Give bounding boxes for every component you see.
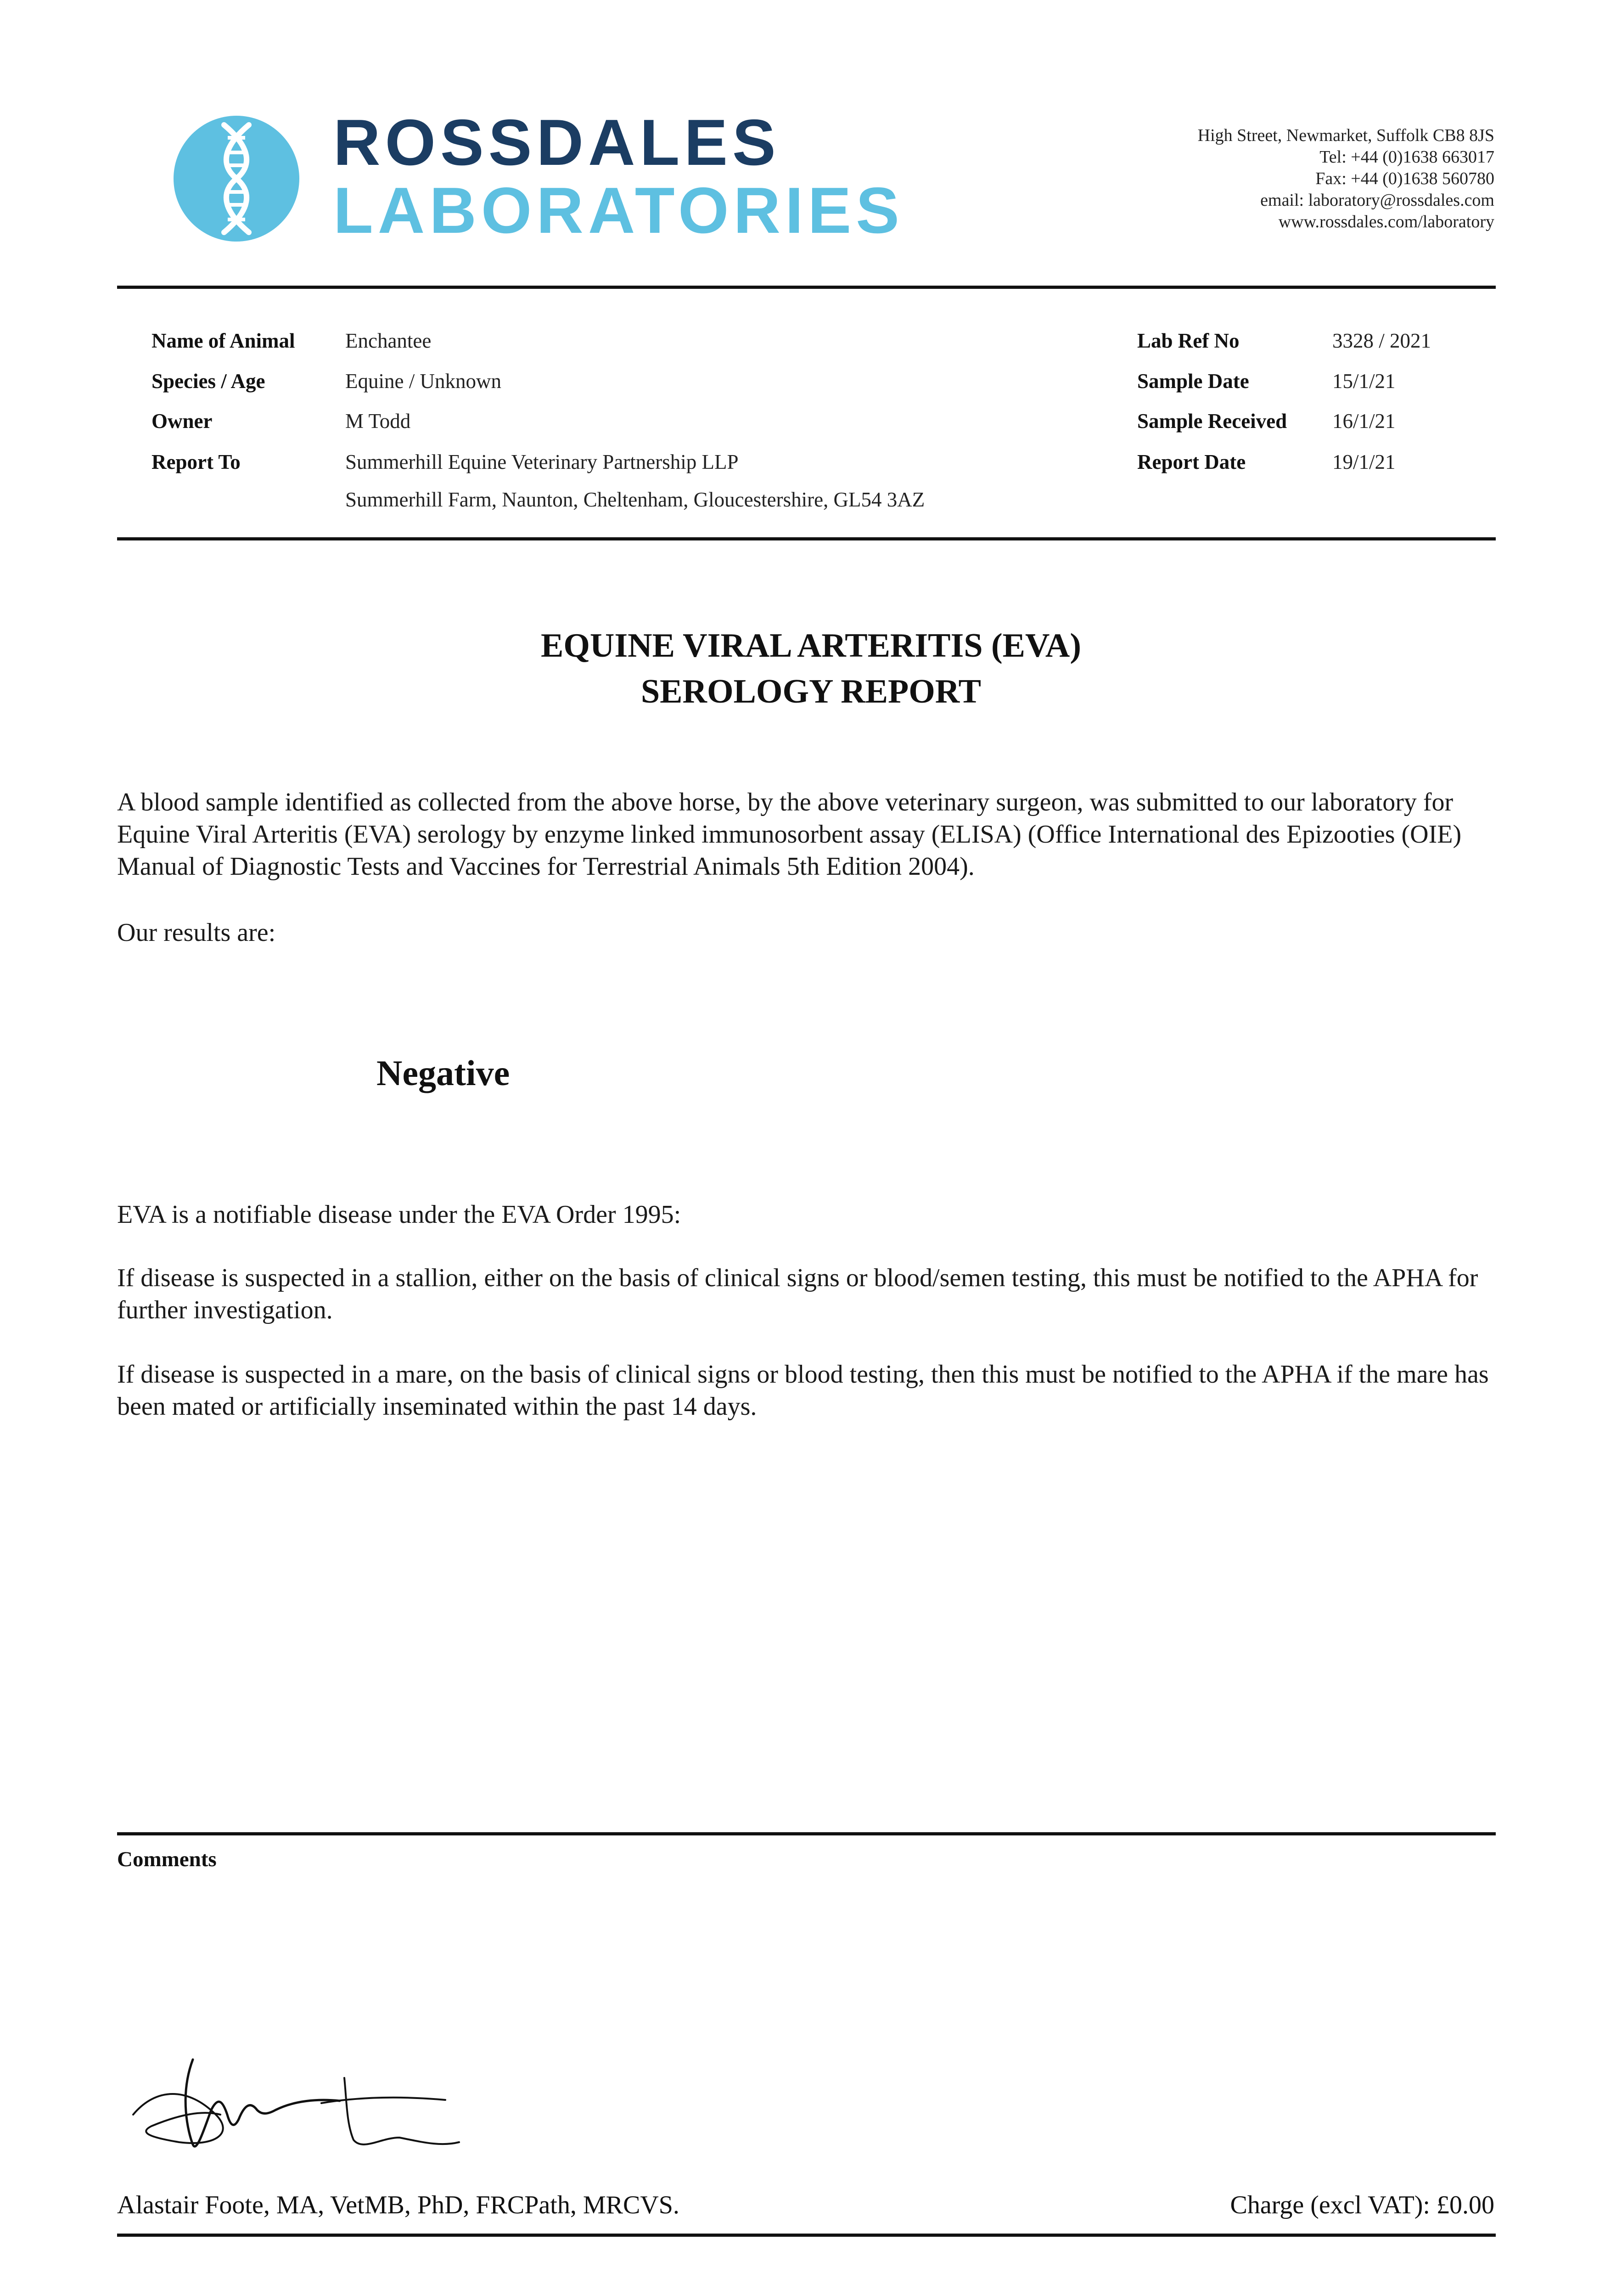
stallion-paragraph [117, 1262, 1499, 1326]
species-age-value: Equine / Unknown [345, 370, 501, 393]
owner-value: M Todd [345, 410, 411, 433]
results-intro-text: Our results are: [117, 918, 276, 947]
report-to-value: Summerhill Equine Veterinary Partnership LLP [345, 450, 739, 473]
sample-date-value: 15/1/21 [1332, 370, 1396, 393]
notifiable-paragraph [117, 1199, 1499, 1231]
info-divider [117, 537, 1496, 540]
report-date-label: Report Date [1137, 450, 1246, 473]
comments-label: Comments [117, 1847, 217, 1871]
header-divider [117, 286, 1496, 289]
logo-wordmark-laboratories: LABORATORIES [333, 174, 904, 247]
sample-received-label: Sample Received [1137, 410, 1287, 433]
logo-wordmark-rossdales: ROSSDALES [333, 106, 780, 179]
notifiable-text: EVA is a notifiable disease under the EVA Order 1995: [117, 1200, 681, 1229]
test-result: Negative [376, 1053, 510, 1093]
owner-label: Owner [152, 410, 213, 433]
address-email: email: laboratory@rossdales.com [1260, 191, 1494, 210]
intro-paragraph [117, 786, 1499, 883]
lab-address [1198, 125, 1494, 233]
signature-image [124, 2046, 473, 2156]
mare-paragraph [117, 1358, 1499, 1423]
report-to-address: Summerhill Farm, Naunton, Cheltenham, Gloucestershire, GL54 3AZ [345, 488, 925, 511]
address-tel: Tel: +44 (0)1638 663017 [1319, 147, 1494, 167]
signatory-name: Alastair Foote, MA, VetMB, PhD, FRCPath, MRCVS. [117, 2191, 679, 2219]
sample-date-label: Sample Date [1137, 370, 1249, 393]
report-date-value: 19/1/21 [1332, 450, 1396, 473]
report-title [0, 623, 1622, 715]
mare-text: If disease is suspected in a mare, on the basis of clinical signs or blood testing, then this must be notified to the APHA if the mare has been mated or artificially inseminated within the past 14 days. [117, 1360, 1489, 1421]
report-title-line2: SEROLOGY REPORT [641, 673, 981, 710]
report-to-label: Report To [152, 450, 241, 473]
lab-ref-value: 3328 / 2021 [1332, 329, 1431, 352]
lab-ref-label: Lab Ref No [1137, 329, 1240, 352]
name-of-animal-value: Enchantee [345, 329, 432, 352]
address-website: www.rossdales.com/laboratory [1278, 212, 1494, 231]
dna-helix-icon [174, 116, 299, 242]
stallion-text: If disease is suspected in a stallion, either on the basis of clinical signs or blood/semen testing, this must be notified to the APHA for further investigation. [117, 1264, 1478, 1324]
comments-divider [117, 1832, 1496, 1835]
sample-received-value: 16/1/21 [1332, 410, 1396, 433]
species-age-label: Species / Age [152, 370, 265, 393]
footer-divider [117, 2234, 1496, 2237]
report-title-line1: EQUINE VIRAL ARTERITIS (EVA) [541, 627, 1081, 664]
name-of-animal-label: Name of Animal [152, 329, 295, 352]
charge-amount: Charge (excl VAT): £0.00 [1230, 2191, 1494, 2219]
address-fax: Fax: +44 (0)1638 560780 [1315, 169, 1494, 188]
results-intro [117, 917, 1499, 949]
address-street: High Street, Newmarket, Suffolk CB8 8JS [1197, 126, 1494, 145]
intro-text: A blood sample identified as collected from the above horse, by the above veterinary surgeon, was submitted to our laboratory for Equine Viral Arteritis (EVA) serology by enzyme linked immunosorbent assay (ELISA) (Office International des Epizooties (OIE) Manual of Diagnostic Tests and Vaccines for Terrestrial Animals 5th Edition 2004). [117, 788, 1462, 881]
